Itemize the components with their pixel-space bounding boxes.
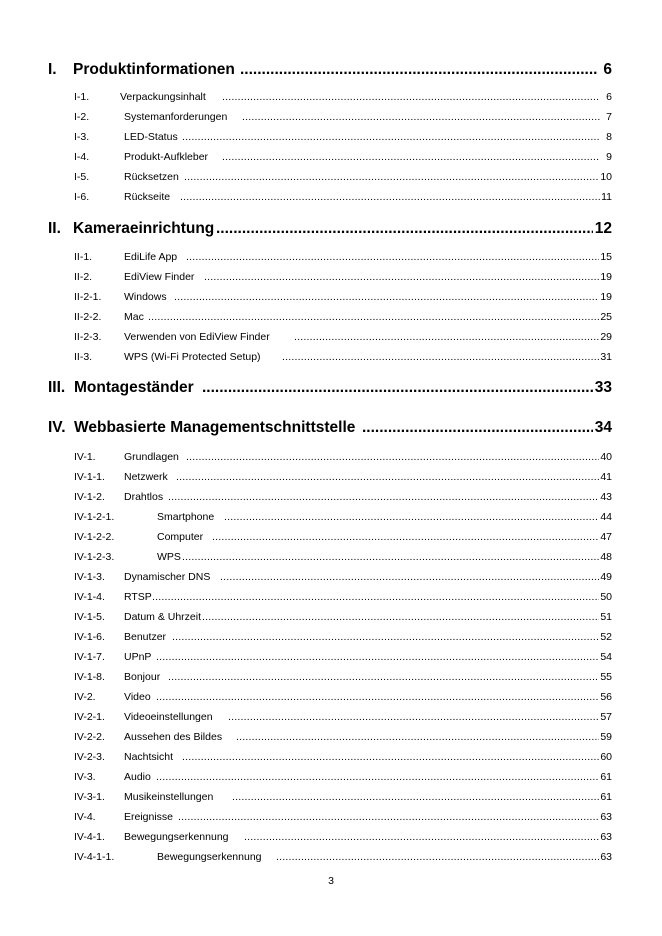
entry-number: II-2-3.	[74, 331, 102, 343]
entry-number: II-1.	[74, 251, 93, 263]
entry-number: IV-1-1.	[74, 471, 105, 483]
dot-leader	[202, 609, 600, 625]
entry-title: Aussehen des Bildes	[124, 731, 223, 743]
dot-leader	[282, 349, 600, 365]
section-title: Produktinformationen	[73, 58, 237, 82]
entry-title: EdiView Finder	[124, 271, 195, 283]
entry-number: IV-1-5.	[74, 611, 105, 623]
toc-entry[interactable]	[0, 89, 662, 109]
entry-page: 31	[600, 351, 612, 363]
section-page: 12	[593, 217, 612, 241]
entry-title: Musikeinstellungen	[124, 791, 214, 803]
toc-entry[interactable]	[0, 549, 662, 569]
entry-page: 6	[606, 91, 612, 103]
entry-number: I-4.	[74, 151, 90, 163]
toc-entry[interactable]	[0, 189, 662, 209]
entry-title: Verwenden von EdiView Finder	[124, 331, 270, 343]
entry-title: RTSP	[124, 591, 152, 603]
entry-title: WPS (Wi-Fi Protected Setup)	[124, 351, 261, 363]
section-page: 34	[593, 416, 612, 440]
dot-leader	[168, 489, 600, 505]
entry-number: IV-1-2.	[74, 491, 105, 503]
entry-number: I-1.	[74, 91, 90, 103]
dot-leader	[156, 769, 600, 785]
entry-title: Rückseite	[124, 191, 171, 203]
entry-title: Grundlagen	[124, 451, 179, 463]
entry-title: Verpackungsinhalt	[120, 91, 206, 103]
toc-entry[interactable]	[0, 249, 662, 269]
entry-number: IV-2-3.	[74, 751, 105, 763]
entry-number: IV-4-1-1.	[74, 851, 115, 863]
dot-leader	[212, 529, 600, 545]
entry-page: 7	[606, 111, 612, 123]
entry-page: 59	[600, 731, 612, 743]
entry-number: IV-1-6.	[74, 631, 105, 643]
toc-entry[interactable]	[0, 569, 662, 589]
toc-entry[interactable]	[0, 769, 662, 789]
entry-number: IV-1-2-1.	[74, 511, 115, 523]
section-number: II.	[48, 217, 61, 241]
toc-entry[interactable]	[0, 329, 662, 349]
toc-entry[interactable]	[0, 629, 662, 649]
entry-page: 63	[600, 811, 612, 823]
entry-title: Bonjour	[124, 671, 161, 683]
section-page: 6	[601, 58, 612, 82]
entry-number: II-3.	[74, 351, 93, 363]
entry-number: II-2.	[74, 271, 93, 283]
dot-leader	[182, 129, 600, 145]
dot-leader	[204, 269, 600, 285]
entry-title: Datum & Uhrzeit	[124, 611, 202, 623]
entry-page: 47	[600, 531, 612, 543]
dot-leader	[294, 329, 600, 345]
dot-leader	[156, 689, 600, 705]
toc-entry[interactable]	[0, 449, 662, 469]
dot-leader	[182, 549, 600, 565]
toc-entry[interactable]	[0, 469, 662, 489]
dot-leader	[222, 149, 600, 165]
entry-title: Videoeinstellungen	[124, 711, 213, 723]
entry-page: 44	[600, 511, 612, 523]
toc-entry[interactable]	[0, 589, 662, 609]
entry-title: Netzwerk	[124, 471, 168, 483]
entry-page: 43	[600, 491, 612, 503]
entry-title: Produkt-Aufkleber	[124, 151, 209, 163]
entry-title: Benutzer	[124, 631, 167, 643]
toc-entry[interactable]	[0, 849, 662, 869]
dot-leader	[362, 416, 598, 440]
dot-leader	[156, 649, 600, 665]
toc-section[interactable]	[0, 58, 662, 84]
section-title: Kameraeinrichtung	[73, 217, 216, 241]
section-page: 33	[593, 376, 612, 400]
entry-page: 48	[600, 551, 612, 563]
entry-number: II-2-2.	[74, 311, 102, 323]
toc-section[interactable]	[0, 416, 662, 442]
entry-page: 61	[600, 771, 612, 783]
entry-title: WPS	[157, 551, 181, 563]
entry-page: 63	[600, 831, 612, 843]
section-number: I.	[48, 58, 57, 82]
toc-entry[interactable]	[0, 689, 662, 709]
entry-number: IV-2-1.	[74, 711, 105, 723]
section-title: Webbasierte Managementschnittstelle	[74, 416, 357, 440]
entry-title: UPnP	[124, 651, 152, 663]
entry-title: Windows	[124, 291, 167, 303]
entry-number: IV-1-2-3.	[74, 551, 115, 563]
entry-title: Rücksetzen	[124, 171, 179, 183]
entry-number: IV-1-7.	[74, 651, 105, 663]
toc-section[interactable]	[0, 217, 662, 243]
entry-number: IV-3.	[74, 771, 96, 783]
entry-page: 15	[600, 251, 612, 263]
entry-page: 8	[606, 131, 612, 143]
entry-number: IV-1.	[74, 451, 96, 463]
entry-title: LED-Status	[124, 131, 178, 143]
toc-entry[interactable]	[0, 509, 662, 529]
toc-entry[interactable]	[0, 529, 662, 549]
entry-page: 61	[600, 791, 612, 803]
entry-number: IV-1-2-2.	[74, 531, 115, 543]
entry-page: 52	[600, 631, 612, 643]
entry-page: 60	[600, 751, 612, 763]
toc-entry[interactable]	[0, 289, 662, 309]
entry-number: IV-2.	[74, 691, 96, 703]
dot-leader	[186, 249, 600, 265]
entry-title: Nachtsicht	[124, 751, 174, 763]
dot-leader	[222, 89, 600, 105]
toc-entry[interactable]	[0, 829, 662, 849]
dot-leader	[242, 109, 600, 125]
dot-leader	[240, 58, 598, 82]
entry-number: I-5.	[74, 171, 90, 183]
entry-page: 25	[600, 311, 612, 323]
entry-page: 19	[600, 271, 612, 283]
dot-leader	[182, 749, 600, 765]
dot-leader	[174, 289, 600, 305]
entry-page: 11	[601, 191, 612, 203]
entry-number: IV-1-8.	[74, 671, 105, 683]
entry-title: Systemanforderungen	[124, 111, 228, 123]
toc-entry[interactable]	[0, 749, 662, 769]
entry-page: 19	[600, 291, 612, 303]
toc-entry[interactable]	[0, 269, 662, 289]
entry-page: 50	[600, 591, 612, 603]
entry-page: 51	[600, 611, 612, 623]
entry-page: 40	[600, 451, 612, 463]
dot-leader	[176, 469, 600, 485]
toc-entry[interactable]	[0, 709, 662, 729]
entry-title: Audio	[124, 771, 151, 783]
page-number: 3	[328, 875, 334, 887]
dot-leader	[224, 509, 600, 525]
dot-leader	[228, 709, 600, 725]
entry-page: 63	[600, 851, 612, 863]
toc-entry[interactable]	[0, 809, 662, 829]
toc-entry[interactable]	[0, 349, 662, 369]
toc-entry[interactable]	[0, 109, 662, 129]
entry-page: 29	[600, 331, 612, 343]
toc-entry[interactable]	[0, 309, 662, 329]
entry-page: 41	[600, 471, 612, 483]
toc-entry[interactable]	[0, 669, 662, 689]
dot-leader	[180, 189, 600, 205]
entry-title: Smartphone	[157, 511, 215, 523]
entry-title: Bewegungserkennung	[124, 831, 229, 843]
dot-leader	[186, 449, 600, 465]
entry-title: Bewegungserkennung	[157, 851, 262, 863]
entry-title: Video	[124, 691, 151, 703]
entry-title: EdiLife App	[124, 251, 178, 263]
toc-entry[interactable]	[0, 789, 662, 809]
entry-title: Computer	[157, 531, 204, 543]
section-number: IV.	[48, 416, 66, 440]
toc-entry[interactable]	[0, 649, 662, 669]
dot-leader	[220, 569, 600, 585]
entry-number: IV-2-2.	[74, 731, 105, 743]
dot-leader	[236, 729, 600, 745]
entry-number: IV-1-3.	[74, 571, 105, 583]
toc-entry[interactable]	[0, 129, 662, 149]
entry-title: Dynamischer DNS	[124, 571, 211, 583]
toc-entry[interactable]	[0, 609, 662, 629]
entry-page: 9	[606, 151, 612, 163]
toc-entry[interactable]	[0, 489, 662, 509]
entry-page: 10	[600, 171, 612, 183]
entry-number: IV-1-4.	[74, 591, 105, 603]
section-title: Montageständer	[74, 376, 196, 400]
entry-title: Mac	[124, 311, 144, 323]
entry-number: IV-4-1.	[74, 831, 105, 843]
dot-leader	[168, 669, 600, 685]
toc-entry[interactable]	[0, 169, 662, 189]
entry-page: 57	[600, 711, 612, 723]
dot-leader	[216, 217, 598, 241]
dot-leader	[152, 589, 600, 605]
entry-page: 56	[600, 691, 612, 703]
dot-leader	[276, 849, 600, 865]
dot-leader	[148, 309, 600, 325]
entry-page: 49	[600, 571, 612, 583]
entry-title: Ereignisse	[124, 811, 174, 823]
dot-leader	[232, 789, 600, 805]
dot-leader	[178, 809, 600, 825]
toc-entry[interactable]	[0, 149, 662, 169]
dot-leader	[172, 629, 600, 645]
entry-number: I-6.	[74, 191, 90, 203]
entry-title: Drahtlos	[124, 491, 164, 503]
entry-number: IV-3-1.	[74, 791, 105, 803]
entry-page: 54	[600, 651, 612, 663]
toc-entry[interactable]	[0, 729, 662, 749]
entry-number: II-2-1.	[74, 291, 102, 303]
dot-leader	[202, 376, 598, 400]
section-number: III.	[48, 376, 65, 400]
dot-leader	[244, 829, 600, 845]
entry-number: I-3.	[74, 131, 90, 143]
entry-number: I-2.	[74, 111, 90, 123]
toc-section[interactable]	[0, 376, 662, 402]
entry-number: IV-4.	[74, 811, 96, 823]
dot-leader	[184, 169, 600, 185]
entry-page: 55	[600, 671, 612, 683]
